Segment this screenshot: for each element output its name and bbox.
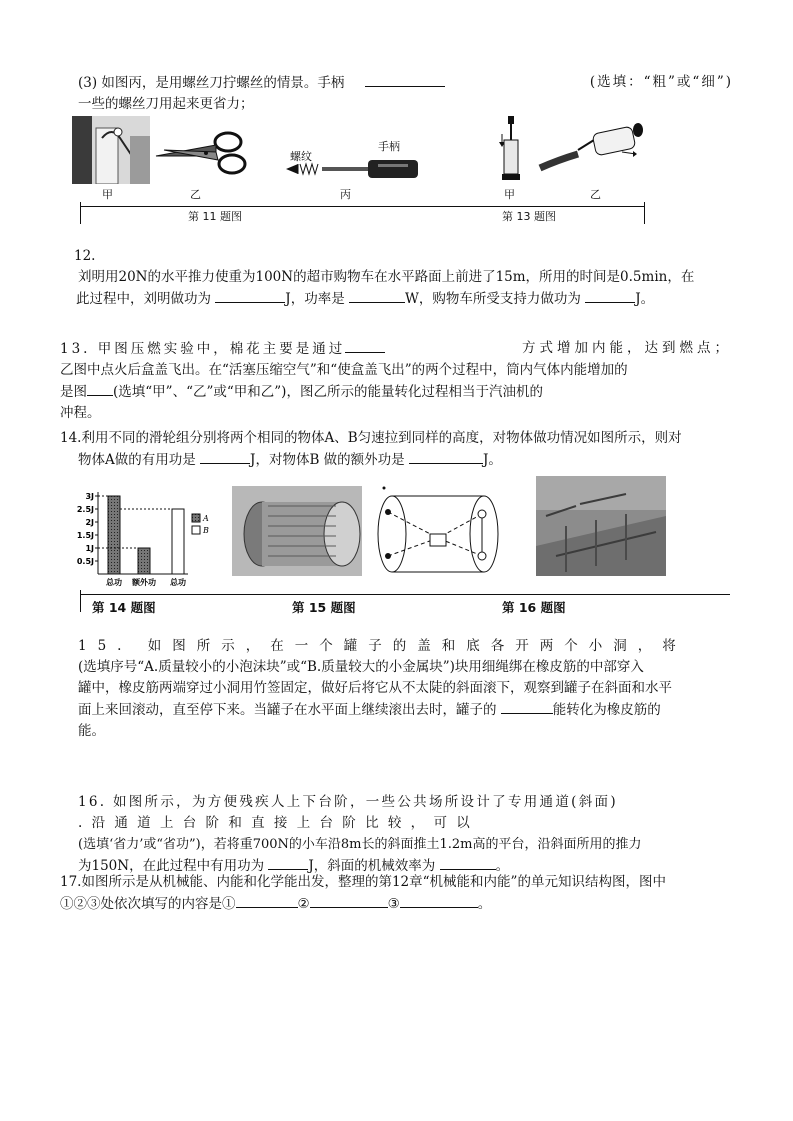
q13-text-a: 13. 甲图压燃实验中，棉花主要是通过	[60, 341, 346, 357]
fig14-bar-chart	[72, 484, 222, 596]
caption-fig-16: 第 16 题图	[502, 600, 566, 615]
q15-text-4a: 面上来回滚动，直至停下来。当罐子在水平面上继续滚出去时，罐子的	[78, 702, 497, 718]
fig-row2-baseline	[80, 594, 730, 595]
chart-y-tick-label: 1.5J	[76, 531, 94, 540]
q17-text-d: 。	[477, 896, 492, 912]
fig11-label-jia: 甲	[102, 188, 113, 201]
q14-text-b: J，对物体B 做的额外功是	[250, 452, 405, 468]
chart-bar-a	[138, 548, 150, 574]
q14-blank-1[interactable]	[200, 449, 250, 464]
q16-line1: 16. 如图所示，为方便残疾人上下台阶，一些公共场所设计了专用通道(斜面)	[78, 794, 618, 810]
fig15-photo	[232, 486, 362, 576]
q12-line1: 刘明用20N的水平推力使重为100N的超市购物车在水平路面上前进了15m，所用的时间是0.5min，在	[78, 269, 695, 285]
caption-fig-15: 第 15 题图	[292, 600, 356, 615]
fig13-label-yi: 乙	[590, 188, 601, 201]
q13-blank-2[interactable]	[87, 381, 113, 396]
igniter-can-icon	[538, 120, 648, 180]
q15-line3: 罐中，橡皮筋两端穿过小洞用竹签固定，做好后将它从不太陡的斜面滚下，观察到罐子在斜面和水平	[78, 680, 672, 696]
q11-blank[interactable]	[365, 72, 445, 87]
chart-x-label: 总功	[170, 578, 186, 587]
q15-line5: 能。	[78, 723, 105, 739]
q13-blank-1[interactable]	[345, 338, 385, 353]
fig15-diagram	[372, 484, 502, 578]
q15-line4	[78, 699, 733, 721]
q13-line1	[60, 338, 732, 360]
q11-text-a: (3) 如图丙，是用螺丝刀拧螺丝的情景。手柄	[78, 75, 345, 91]
q16-text-4b: J，斜面的机械效率为	[308, 858, 436, 874]
q16-line2: . 沿 通 道 上 台 阶 和 直 接 上 台 阶 比 较 ， 可 以	[78, 815, 473, 831]
q13	[60, 338, 732, 424]
chart-y-tick-label: 3J	[85, 492, 94, 501]
q13-line4: 冲程。	[60, 405, 101, 421]
q12-text-c: W，购物车所受支持力做功为	[405, 291, 581, 307]
fig-row1-baseline	[80, 206, 645, 207]
q12-line2	[76, 288, 733, 310]
chart-bar-b	[172, 509, 184, 574]
q17-text-c: ③	[387, 896, 400, 912]
caption-fig-11: 第 11 题图	[188, 210, 242, 223]
q15-blank-2[interactable]	[501, 699, 553, 714]
q12-number: 12.	[74, 248, 96, 264]
caption-fig-13: 第 13 题图	[502, 210, 556, 223]
chart-legend-swatch-a	[192, 514, 200, 522]
chart-y-tick-label: 1J	[85, 544, 94, 553]
q16-line3: (选填‘省力’或“省功”)，若将重700N的小车沿8m长的斜面推土1.2m高的平台，沿斜面所用的推力	[78, 837, 642, 852]
chart-y-tick-label: 2.5J	[76, 505, 94, 514]
fig11-label-bing: 丙	[340, 188, 351, 201]
fig16-photo	[536, 476, 666, 576]
chart-x-label: 总功	[106, 578, 122, 587]
chart-bar-a	[108, 496, 120, 574]
q15-text-4b: 能转化为橡皮筋的	[552, 702, 661, 718]
q13-line3	[60, 381, 732, 403]
fig11-jia-image	[72, 116, 150, 184]
q14	[60, 428, 740, 471]
q17-blank-1[interactable]	[236, 893, 298, 908]
q13-text-c: 是图	[60, 384, 87, 400]
q17	[60, 872, 740, 915]
q15-text-1: 15. 如图所示，在一个罐子的盖和底各开两个小洞，将	[78, 638, 687, 654]
q16	[78, 792, 733, 877]
q14-line1: 14.利用不同的滑轮组分别将两个相同的物体A、B匀速拉到同样的高度，对物体做功情况如图所示，则对	[60, 430, 682, 446]
q16-blank-1[interactable]	[268, 855, 308, 870]
chart-y-tick-label: 2J	[85, 518, 94, 527]
chart-x-label: 额外功	[132, 578, 156, 587]
q13-line2: 乙图中点火后盒盖飞出。在“活塞压缩空气”和“使盒盖飞出”的两个过程中，筒内气体内能增加的	[60, 362, 628, 378]
fig13-label-jia: 甲	[504, 188, 515, 201]
q12-text-a: 此过程中，刘明做功为	[76, 291, 211, 307]
figure-row-14-16	[72, 474, 742, 620]
q13-text-d: (选填“甲”、“乙”或“甲和乙”)，图乙所示的能量转化过程相当于汽油机的	[113, 384, 543, 400]
q15-line2: (选填序号“A.质量较小的小泡沫块”或“B.质量较大的小金属块”)块用细绳绑在橡皮筋的中部穿入	[78, 659, 644, 675]
q12-blank-1[interactable]	[215, 288, 285, 303]
q17-text-b: ②	[297, 896, 310, 912]
q11-line1	[78, 72, 733, 94]
q14-line2	[78, 449, 740, 471]
q16-text-4a: 为150N，在此过程中有用功为	[78, 858, 265, 874]
fig11-label-shoubing: 手柄	[378, 140, 400, 153]
q12-text-b: J，功率是	[285, 291, 345, 307]
q17-line2	[60, 893, 740, 915]
q14-blank-2[interactable]	[409, 449, 483, 464]
q15-line1	[78, 636, 733, 657]
q17-blank-3[interactable]	[400, 893, 478, 908]
q12-text-d: J。	[635, 291, 655, 307]
q16-blank-2[interactable]	[440, 855, 496, 870]
q15	[78, 636, 733, 742]
chart-y-tick-label: 0.5J	[76, 557, 94, 566]
screwdriver-icon	[282, 154, 422, 184]
chart-legend-swatch-b	[192, 526, 200, 534]
caption-fig-14: 第 14 题图	[92, 600, 156, 615]
q17-blank-2[interactable]	[310, 893, 388, 908]
fire-piston-icon	[492, 114, 532, 184]
q13-text-b: 方式增加内能，达到燃点；	[522, 340, 732, 356]
q17-line1: 17.如图所示是从机械能、内能和化学能出发，整理的第12章“机械能和内能”的单元知识结构图，图中	[60, 874, 666, 890]
q17-text-a: ①②③处依次填写的内容是①	[60, 896, 236, 912]
q11-text-b: (选填：“粗”或“细”)	[589, 74, 733, 90]
chart-legend-label-a: A	[203, 514, 209, 523]
chart-legend-label-b: B	[203, 526, 209, 535]
fig11-label-luowen: 螺纹	[290, 150, 312, 163]
fig11-label-yi: 乙	[190, 188, 201, 201]
figure-row-11-13	[72, 114, 732, 226]
q11-part3	[78, 72, 733, 115]
q14-text-a: 物体A做的有用功是	[78, 452, 196, 468]
q12-blank-3[interactable]	[585, 288, 635, 303]
scissors-icon	[154, 130, 250, 176]
q12	[74, 246, 733, 310]
q11-line2: 一些的螺丝刀用起来更省力；	[78, 96, 254, 112]
q12-blank-2[interactable]	[349, 288, 405, 303]
q16-text-4c: 。	[495, 858, 510, 874]
q14-text-c: J。	[482, 452, 502, 468]
